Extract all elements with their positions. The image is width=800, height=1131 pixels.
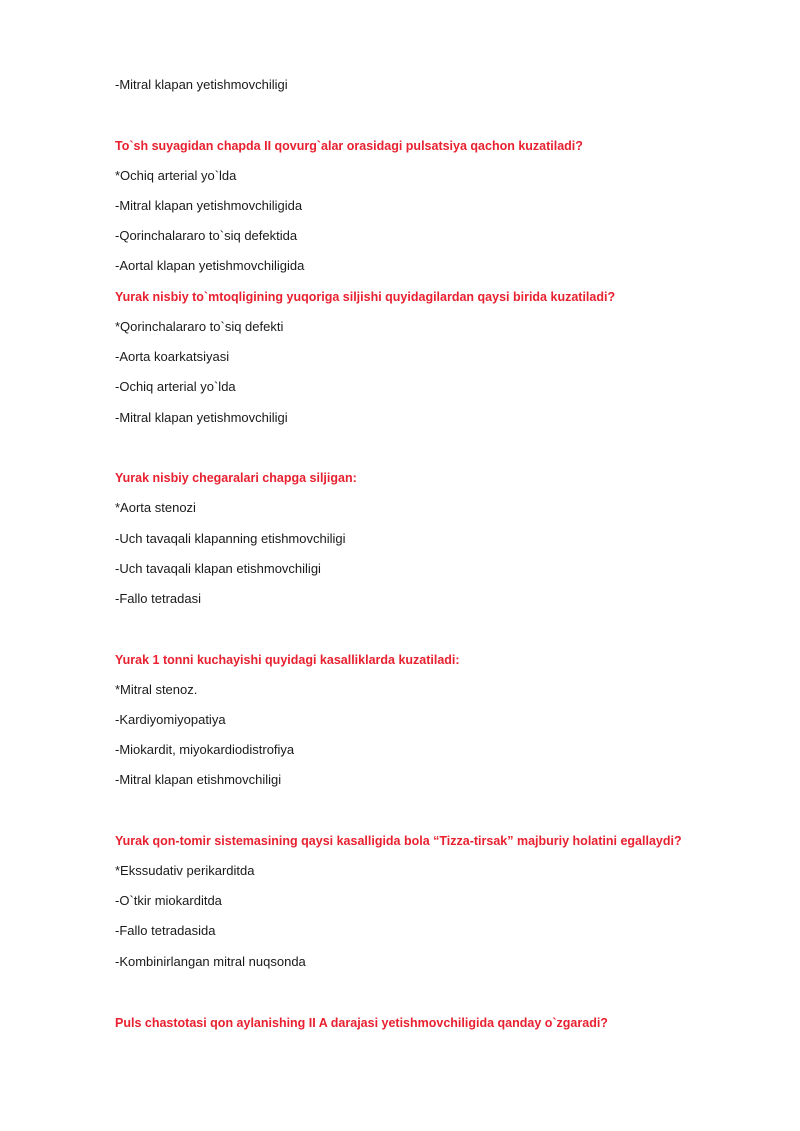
answer-line: -Ochiq arterial yo`lda — [115, 379, 236, 394]
answer-line: -Mitral klapan etishmovchiligi — [115, 772, 282, 787]
answer-line: -Kombinirlangan mitral nuqsonda — [115, 954, 306, 969]
question-heading: Puls chastotasi qon aylanishing II A darajasi yetishmovchiligida qanday o`zgaradi? — [115, 1016, 608, 1030]
answer-line: *Qorinchalararo to`siq defekti — [115, 319, 284, 334]
answer-line: -Qorinchalararo to`siq defektida — [115, 228, 298, 243]
question-heading: Yurak 1 tonni kuchayishi quyidagi kasalliklarda kuzatiladi: — [115, 653, 460, 667]
answer-line: -O`tkir miokarditda — [115, 893, 222, 908]
answer-line: *Ekssudativ perikarditda — [115, 863, 255, 878]
answer-line: -Uch tavaqali klapan etishmovchiligi — [115, 561, 321, 576]
answer-line: -Mitral klapan yetishmovchiligida — [115, 198, 303, 213]
answer-line: *Mitral stenoz. — [115, 682, 198, 697]
question-heading: Yurak qon-tomir sistemasining qaysi kasalligida bola “Tizza-tirsak” majburiy holatini egallaydi? — [115, 834, 682, 848]
answer-line: -Miokardit, miyokardiodistrofiya — [115, 742, 295, 757]
answer-line: -Fallo tetradasi — [115, 591, 201, 606]
answer-line: -Mitral klapan yetishmovchiligi — [115, 77, 288, 92]
answer-line: *Aorta stenozi — [115, 500, 196, 515]
answer-line: -Aorta koarkatsiyasi — [115, 349, 230, 364]
answer-line: -Mitral klapan yetishmovchiligi — [115, 410, 288, 425]
question-heading: To`sh suyagidan chapda II qovurg`alar orasidagi pulsatsiya qachon kuzatiladi? — [115, 139, 583, 153]
question-heading: Yurak nisbiy to`mtoqligining yuqoriga siljishi quyidagilardan qaysi birida kuzatiladi? — [115, 290, 616, 304]
answer-line: *Ochiq arterial yo`lda — [115, 168, 237, 183]
answer-line: -Kardiyomiyopatiya — [115, 712, 226, 727]
answer-line: -Aortal klapan yetishmovchiligida — [115, 258, 305, 273]
question-heading: Yurak nisbiy chegaralari chapga siljigan: — [115, 471, 357, 485]
answer-line: -Uch tavaqali klapanning etishmovchiligi — [115, 531, 346, 546]
answer-line: -Fallo tetradasida — [115, 923, 216, 938]
